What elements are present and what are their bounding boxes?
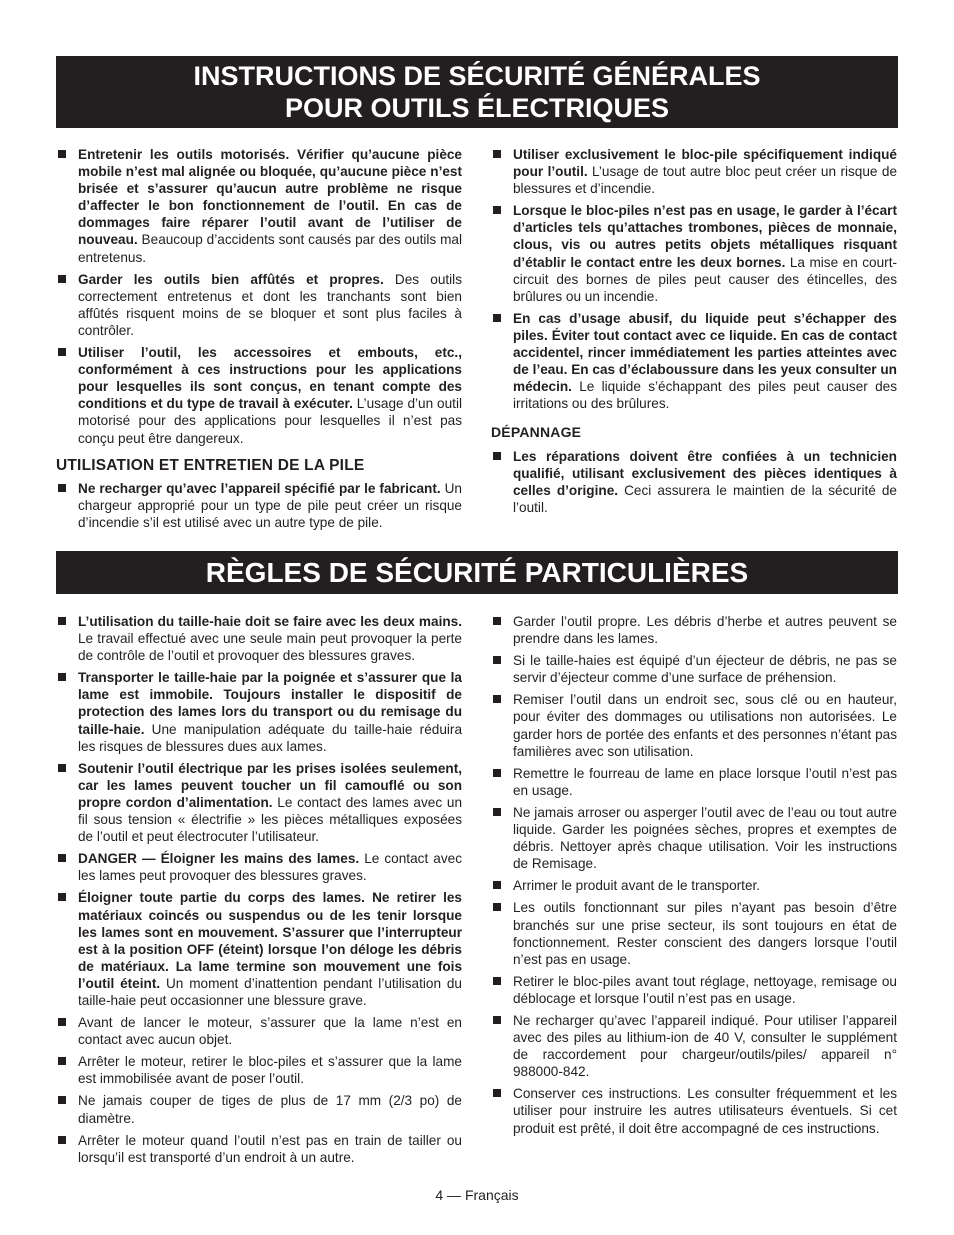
bullet-text: Remiser l’outil dans un endroit sec, sous clé ou en hauteur, pour éviter des dommages ou utilisations non autorisées. Le garder hors de portée des enfants et des personnes n’étant pas familières avec son utilisation.	[513, 692, 897, 759]
bullet-text: Beaucoup d’accidents sont causés par des outils mal entretenus.	[78, 232, 462, 265]
bullet-text: Si le taille-haies est équipé d’un éjecteur de débris, ne pas se servir d’éjecteur comme d’une surface de préhension.	[513, 653, 897, 686]
bullet-text: Arrêter le moteur quand l’outil n’est pas en train de tailler ou lorsqu’il est transporté d’un endroit à un autre.	[78, 1132, 462, 1165]
repair-heading: DÉPANNAGE	[491, 424, 582, 441]
specific-right-column	[491, 613, 897, 1142]
bullet-bold-text: Transporter le taille-haie par la poignée et s’assurer que la lame est immobile. Toujours installer le dispositif de protection des lames lors du transport ou du remisage du taille-haie.	[78, 670, 462, 737]
bullet-bold-text: Les réparations doivent être confiées à un technicien qualifié, utilisant exclusivement des pièces identiques à celles d’origine.	[513, 448, 897, 498]
repair-list	[491, 448, 897, 516]
bullet-item	[491, 1085, 897, 1136]
bullet-item	[56, 889, 462, 1009]
bullet-item	[491, 202, 897, 305]
bullet-text: Les outils fonctionnant sur piles n’ayant pas besoin d’être branchés sur une prise secteur, ils sont toujours en état de fonctionnement. Rester conscient des dangers lorsque l’outil n’est pas en usage.	[513, 900, 897, 967]
bullet-text: Arrêter le moteur, retirer le bloc-piles et s’assurer que la lame est immobilisée avant de poser l’outil.	[78, 1054, 462, 1087]
battery-heading: UTILISATION ET ENTRETIEN DE LA PILE	[56, 456, 365, 474]
bullet-bold-text: Garder les outils bien affûtés et propres.	[78, 271, 384, 287]
bullet-item	[56, 850, 462, 884]
bullet-text: Avant de lancer le moteur, s’assurer que la lame n’est en contact avec aucun objet.	[78, 1015, 462, 1048]
bullet-text: Garder l’outil propre. Les débris d’herbe et autres peuvent se prendre dans les lames.	[513, 614, 897, 647]
bullet-item	[56, 669, 462, 754]
bullet-text: Des outils correctement entretenus et dont les tranchants sont bien affûtés risquent moins de se bloquer et sont plus faciles à contrôler.	[78, 271, 463, 338]
bullet-text: Un moment d’inattention pendant l’utilisation du taille-haie peut occasionner une blessure grave.	[78, 975, 462, 1008]
bullet-item	[56, 1014, 462, 1048]
bullet-bold-text: Entretenir les outils motorisés. Vérifier qu’aucune pièce mobile n’est mal alignée ou bloquée, qu’aucune pièce n’est brisée et s’assurer qu’aucun autre problème ne risque d’affecter le bon fonctionnement de l’outil. En cas de dommages faire réparer l’outil avant de l’utiliser de nouveau.	[78, 147, 462, 248]
specific-safety-banner	[56, 551, 898, 594]
bullet-item	[56, 1053, 462, 1087]
general-right-column	[491, 146, 897, 521]
bullet-text: Conserver ces instructions. Les consulter fréquemment et les utiliser pour instruire les autres utilisateurs éventuels. Si cet produit est prêté, il doit être accompagné de ces instructions.	[513, 1086, 897, 1136]
general-right-list	[491, 146, 897, 412]
bullet-text: Remettre le fourreau de lame en place lorsque l’outil n’est pas en usage.	[513, 765, 897, 798]
bullet-bold-text: Utiliser exclusivement le bloc-pile spécifiquement indiqué pour l’outil.	[513, 147, 897, 180]
specific-safety-title: RÈGLES DE SÉCURITÉ PARTICULIÈRES	[205, 557, 749, 588]
general-safety-banner	[56, 56, 898, 128]
bullet-text: La mise en court-circuit des bornes de piles peut causer des étincelles, des brûlures ou un incendie.	[513, 254, 897, 304]
bullet-bold-text: Ne recharger qu’avec l’appareil spécifié par le fabricant.	[78, 480, 441, 496]
bullet-item	[56, 146, 462, 266]
bullet-bold-text: Soutenir l’outil électrique par les prises isolées seulement, car les lames peuvent toucher un fil camouflé ou son propre cordon d’alimentation.	[78, 760, 462, 810]
bullet-item	[491, 973, 897, 1007]
general-safety-title-line1: INSTRUCTIONS DE SÉCURITÉ GÉNÉRALES	[193, 61, 761, 91]
bullet-text: Le contact des lames avec un fil sous tension « électrifie » les pièces métalliques exposées de l’outil et peut électrocuter l’utilisateur.	[78, 794, 463, 845]
bullet-item	[56, 613, 462, 664]
bullet-bold-text: Utiliser l’outil, les accessoires et embouts, etc., conformément à ces instructions pour les applications pour lesquelles ils sont conçus, en tenant compte des conditions et du type de travail à exécuter.	[78, 345, 462, 412]
bullet-item	[56, 271, 462, 339]
bullet-item	[491, 877, 897, 894]
bullet-item	[56, 1092, 462, 1126]
bullet-text: Le liquide s’échappant des piles peut causer des irritations ou des brûlures.	[513, 379, 897, 412]
bullet-bold-text: Éloigner toute partie du corps des lames. Ne retirer les matériaux coincés ou suspendus ou de les tenir lorsque les lames sont en mouvement. S’assurer que l’interrupteur est à la position OFF (éteint) lorsque l’on déloge les débris de matériaux. La lame termine son mouvement une fois l’outil éteint.	[78, 890, 462, 991]
bullet-item	[56, 480, 462, 531]
bullet-item	[491, 146, 897, 197]
bullet-item	[491, 899, 897, 967]
bullet-text: Le travail effectué avec une seule main peut provoquer la perte de contrôle de l’outil et provoquer des blessures graves.	[78, 631, 462, 664]
bullet-text: Une manipulation adéquate du taille-haie réduira les risques de blessures dues aux lames.	[78, 721, 462, 754]
bullet-bold-text: Lorsque le bloc-piles n’est pas en usage, le garder à l’écart d’articles tels qu’attaches trombones, pièces de monnaie, clous, vis ou autres petits objets métalliques risquant d’établir le contact entre les deux bornes.	[513, 203, 897, 270]
bullet-item	[491, 691, 897, 759]
bullet-text: Ne jamais couper de tiges de plus de 17 mm (2/3 po) de diamètre.	[78, 1093, 462, 1126]
bullet-item	[491, 613, 897, 647]
bullet-text: Le contact avec les lames peut provoquer des blessures graves.	[78, 851, 462, 884]
general-left-column	[56, 146, 462, 536]
bullet-text: L’usage d’un outil motorisé pour des applications pour lesquelles il n’est pas conçu peut être dangereux.	[78, 396, 462, 446]
bullet-bold-text: En cas d’usage abusif, du liquide peut s’échapper des piles. Éviter tout contact avec ce liquide. En cas de contact accidentel, rincer immédiatement les parties atteintes avec de l’eau. En cas d’éclaboussure dans les yeux consulter un médecin.	[513, 310, 897, 395]
bullet-text: Ceci assurera le maintien de la sécurité de l’outil.	[513, 482, 897, 515]
bullet-item	[491, 448, 897, 516]
specific-left-column	[56, 613, 462, 1171]
bullet-text: L’usage de tout autre bloc peut créer un risque de blessures et d’incendie.	[513, 164, 898, 197]
bullet-text: Retirer le bloc-piles avant tout réglage, nettoyage, remisage ou déblocage et lorsque l’outil n’est pas en usage.	[513, 973, 897, 1006]
general-safety-title-line2: POUR OUTILS ÉLECTRIQUES	[284, 93, 670, 123]
specific-right-list	[491, 613, 897, 1137]
bullet-text: Ne jamais arroser ou asperger l’outil avec de l’eau ou tout autre liquide. Garder les poignées sèches, propres et exemptes de débris. Nettoyer après chaque utilisation. Voir les instructions de Remisage.	[513, 804, 897, 872]
bullet-item	[56, 760, 462, 845]
bullet-item	[56, 344, 462, 447]
bullet-item	[491, 1012, 897, 1080]
bullet-item	[491, 652, 897, 686]
bullet-text: Ne recharger qu’avec l’appareil indiqué. Pour utiliser l’appareil avec des piles au lithium-ion de 40 V, consulter le supplément de raccordement pour chargeur/outils/piles/ appareil n° 988000-842.	[513, 1012, 897, 1080]
page-footer: 4 — Français	[435, 1187, 519, 1203]
bullet-text: Un chargeur approprié pour un type de pile peut créer un risque d’incendie s’il est utilisé avec un autre type de pile.	[78, 480, 462, 530]
bullet-bold-text: L’utilisation du taille-haie doit se faire avec les deux mains.	[78, 614, 462, 629]
bullet-item	[491, 310, 897, 413]
bullet-item	[56, 1132, 462, 1166]
specific-left-list	[56, 613, 462, 1166]
bullet-text: Arrimer le produit avant de le transporter.	[513, 878, 761, 894]
general-left-list	[56, 146, 462, 447]
bullet-bold-text: DANGER — Éloigner les mains des lames.	[78, 851, 360, 867]
bullet-item	[491, 765, 897, 799]
bullet-item	[491, 804, 897, 872]
battery-list	[56, 480, 462, 531]
